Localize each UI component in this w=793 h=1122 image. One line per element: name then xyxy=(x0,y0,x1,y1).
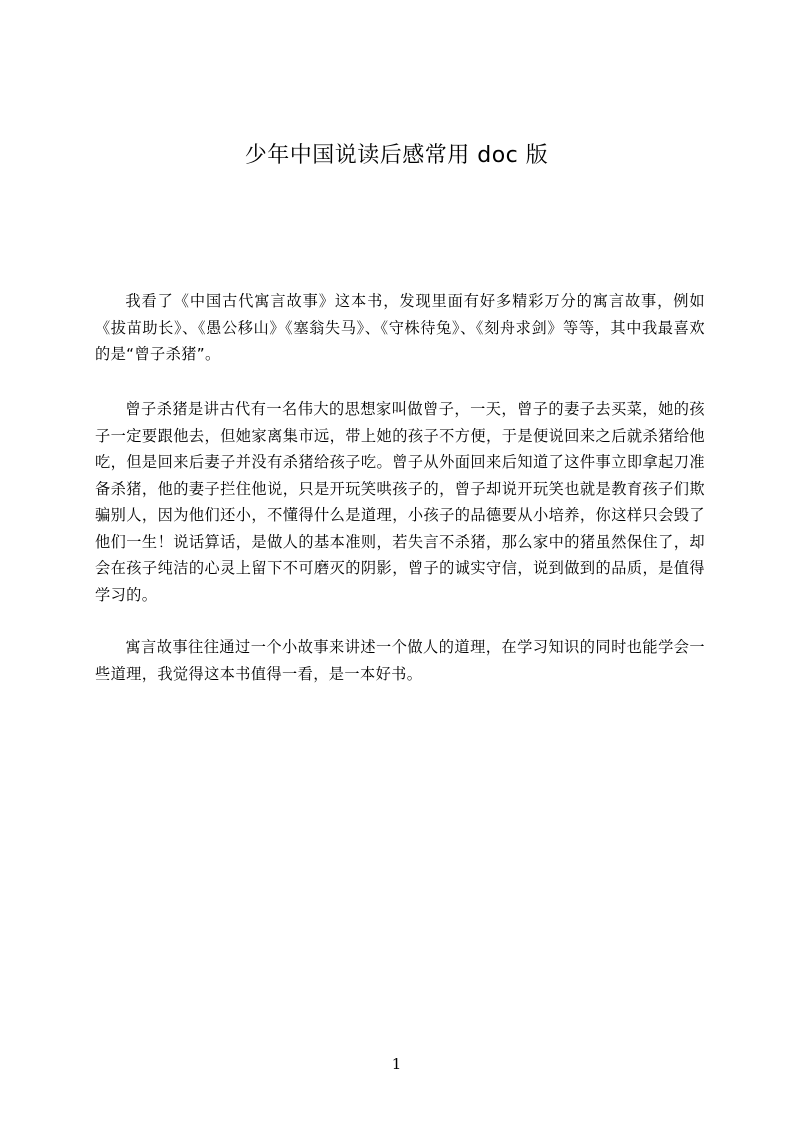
paragraph-1: 我看了《中国古代寓言故事》这本书，发现里面有好多精彩万分的寓言故事，例如《拔苗助长》、《愚公移山》《塞翁失马》、《守株待兔》、《刻舟求剑》等等，其中我最喜欢的是“曾子杀猪”。 xyxy=(95,292,705,363)
paragraph-2: 曾子杀猪是讲古代有一名伟大的思想家叫做曾子，一天，曾子的妻子去买菜，她的孩子一定要跟他去，但她家离集市远，带上她的孩子不方便，于是便说回来之后就杀猪给他吃，但是回来后妻子并没有杀猪给孩子吃。曾子从外面回来后知道了这件事立即拿起刀准备杀猪，他的妻子拦住他说，只是开玩笑哄孩子的，曾子却说开玩笑也就是教育孩子们欺骗别人，因为他们还小，不懂得什么是道理，小孩子的品德要从小培养，你这样只会毁了他们一生！说话算话，是做人的基本准则，若失言不杀猪，那么家中的猪虽然保住了，却会在孩子纯洁的心灵上留下不可磨灭的阴影，曾子的诚实守信，说到做到的品质，是值得学习的。 xyxy=(95,400,705,604)
page-number: 1 xyxy=(391,1055,402,1073)
paragraph-3: 寓言故事往往通过一个小故事来讲述一个做人的道理，在学习知识的同时也能学会一些道理，我觉得这本书值得一看，是一本好书。 xyxy=(95,638,705,683)
document-title: 少年中国说读后感常用 doc 版 xyxy=(244,143,549,168)
